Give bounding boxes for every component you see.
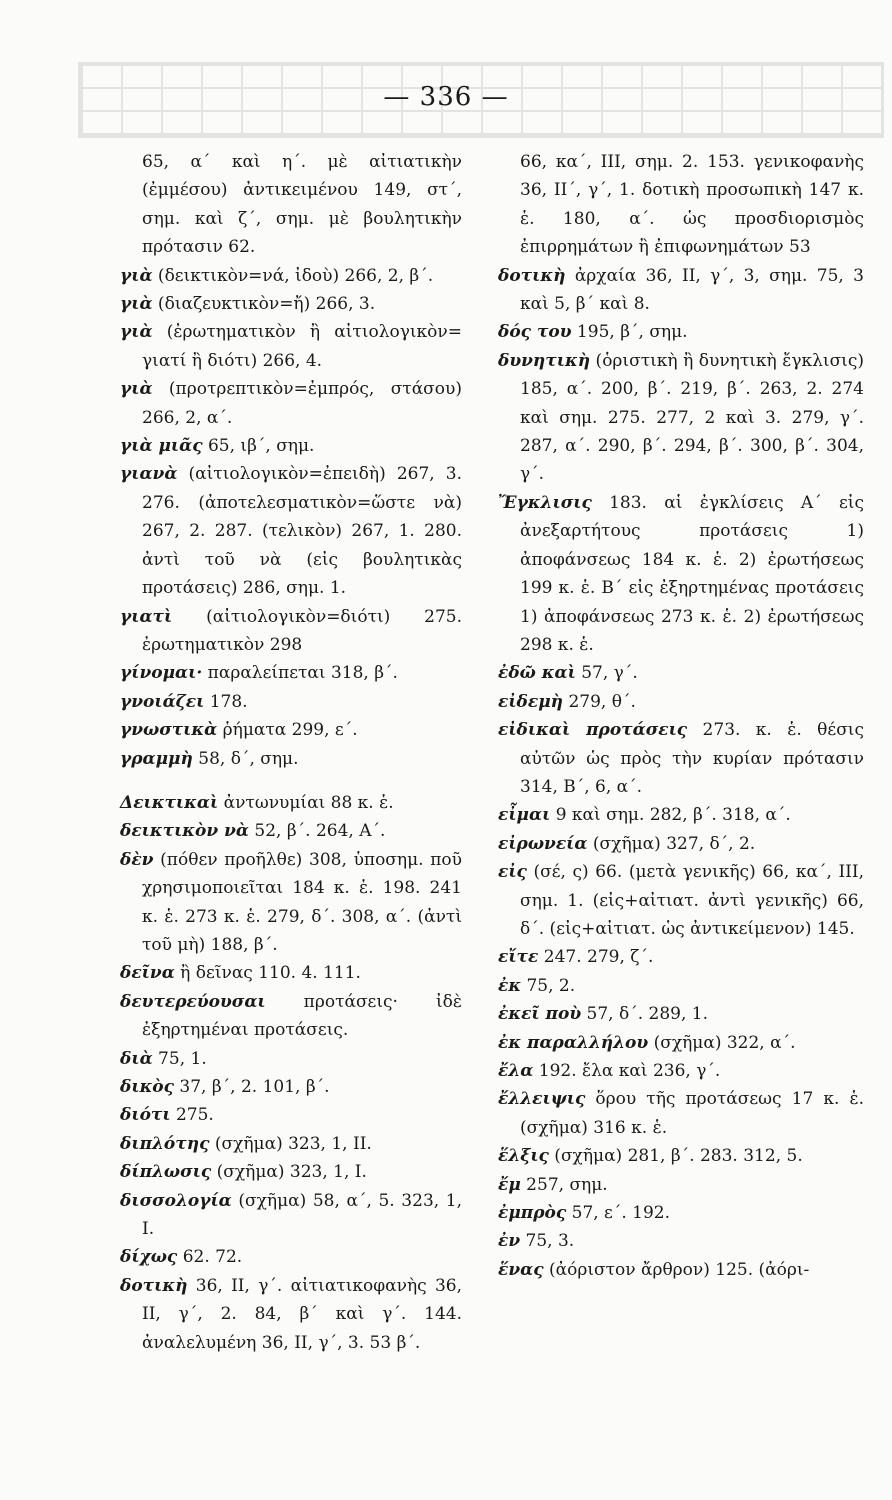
- index-headword: δίπλωσις: [120, 1162, 212, 1183]
- index-references: 178.: [204, 691, 248, 712]
- index-entry: [498, 830, 864, 858]
- index-headword: εἶμαι: [498, 805, 551, 826]
- index-headword: δίχως: [120, 1247, 178, 1268]
- index-entry: [120, 1243, 462, 1271]
- index-entry: [498, 716, 864, 801]
- index-headword: γιὰ: [120, 379, 153, 400]
- index-entry: [498, 1171, 864, 1199]
- index-headword: γίνομαι·: [120, 663, 203, 684]
- index-column-right: [498, 148, 864, 1284]
- index-entry: [498, 858, 864, 943]
- index-references: 9 καὶ σημ. 282, β΄. 318, α΄.: [550, 805, 791, 826]
- index-references: 192. ἔλα καὶ 236, γ΄.: [533, 1061, 721, 1081]
- index-headword: δὲν: [120, 849, 154, 870]
- index-entry: [498, 262, 864, 319]
- index-headword: ἕνας: [498, 1259, 544, 1280]
- page-number: — 336 —: [383, 82, 509, 112]
- index-entry: [498, 972, 864, 1000]
- index-references: (σχῆμα) 323, 1, II.: [209, 1133, 372, 1154]
- index-headword: γραμμὴ: [120, 748, 193, 769]
- index-headword: εἰδικαὶ προτάσεις: [498, 720, 688, 741]
- index-references: 52, β΄. 264, Α΄.: [248, 821, 386, 842]
- index-headword: γιὰ μιᾶς: [120, 436, 203, 457]
- index-references: (σχῆμα) 58, α΄, 5. 323, 1, I.: [142, 1190, 462, 1240]
- index-headword: ἔλλειψις: [498, 1089, 586, 1110]
- index-entry: [120, 1130, 462, 1158]
- index-references: (δεικτικὸν=νά, ἰδοὺ) 266, 2, β΄.: [152, 265, 434, 286]
- index-entry: [120, 1073, 462, 1101]
- index-entry: [498, 1142, 864, 1170]
- index-references: (σχῆμα) 323, 1, I.: [211, 1162, 367, 1183]
- index-references: (ἐρωτηματικὸν ἢ αἰτιολογικὸν= γιατί ἢ διότι) 266, 4.: [142, 322, 462, 371]
- index-headword: δοτικὴ: [498, 265, 566, 286]
- index-entry: [498, 1085, 864, 1142]
- index-references: (σχῆμα) 327, δ΄, 2.: [587, 833, 756, 854]
- index-entry: [120, 1101, 462, 1129]
- index-entry: [120, 460, 462, 602]
- index-references: (σχῆμα) 322, α΄.: [648, 1032, 796, 1053]
- index-headword: δός του: [498, 322, 572, 343]
- index-references: 195, β΄, σημ.: [571, 322, 688, 343]
- index-headword: γιὰ: [120, 322, 153, 343]
- index-entry: [120, 1187, 462, 1244]
- index-entry: [120, 988, 462, 1045]
- index-references: ἢ δεῖνας 110. 4. 111.: [174, 963, 361, 984]
- index-references: (σέ, ς) 66. (μετὰ γενικῆς) 66, κα΄, III, σημ. 1. (εἰς+αἰτιατ. ἀντὶ γενικῆς) 66, δ΄. (εἰς+αἰτιατ. ὡς ἀντικείμενον) 145.: [520, 862, 864, 939]
- index-entry: [120, 375, 462, 432]
- index-references: παραλείπεται 318, β΄.: [202, 663, 398, 684]
- index-references: (προτρεπτικὸν=ἐμπρός, στάσου) 266, 2, α΄.: [142, 379, 462, 428]
- index-entry: [498, 347, 864, 489]
- index-references: ῥήματα 299, ε΄.: [217, 720, 358, 741]
- index-references: 65, α΄ καὶ η΄. μὲ αἰτιατικὴν (ἐμμέσου) ἀντικειμένου 149, στ΄, σημ. καὶ ζ΄, σημ. μὲ βουλητικὴν πρότασιν 62.: [142, 152, 462, 258]
- index-references: 65, ιβ΄, σημ.: [202, 436, 315, 457]
- index-references: 62. 72.: [177, 1247, 243, 1268]
- index-entry: [120, 789, 462, 817]
- index-headword: διὰ: [120, 1048, 153, 1069]
- index-headword: ἐκ παραλλήλου: [498, 1032, 649, 1053]
- index-headword: γιὰ: [120, 294, 153, 315]
- index-entry: [120, 432, 462, 460]
- index-headword: δοτικὴ: [120, 1275, 188, 1296]
- index-entry: [120, 603, 462, 660]
- index-headword: γιατὶ: [120, 606, 173, 627]
- index-headword: δισσολογία: [120, 1190, 232, 1211]
- index-references: 275.: [170, 1105, 214, 1126]
- index-entry: [120, 318, 462, 375]
- index-headword: ἕλξις: [498, 1146, 549, 1167]
- index-references: (ἀόριστον ἄρθρον) 125. (ἀόρι-: [543, 1259, 810, 1280]
- index-references: (σχῆμα) 281, β΄. 283. 312, 5.: [548, 1146, 803, 1167]
- index-entry: [120, 688, 462, 716]
- index-entry: [498, 318, 864, 346]
- index-headword: εἰς: [498, 862, 527, 883]
- index-entry: [498, 1256, 864, 1284]
- index-entry: [120, 846, 462, 960]
- index-headword: Δεικτικαὶ: [120, 792, 219, 813]
- index-headword: εἴτε: [498, 947, 539, 968]
- index-headword: δεῖνα: [120, 963, 175, 984]
- index-entry: [498, 1199, 864, 1227]
- index-references: προτάσεις· ἰδὲ ἐξηρτημέναι προτάσεις.: [142, 991, 462, 1041]
- index-references: 37, β΄, 2. 101, β΄.: [174, 1077, 330, 1097]
- index-entry: [120, 745, 462, 773]
- index-headword: διότι: [120, 1105, 171, 1126]
- index-references: 57, δ΄. 289, 1.: [581, 1004, 709, 1025]
- index-entry: [498, 1029, 864, 1057]
- index-headword: ἐκεῖ ποὺ: [498, 1004, 582, 1025]
- index-headword: διπλότης: [120, 1133, 210, 1154]
- index-references: 75, 1.: [152, 1048, 207, 1069]
- index-entry: [498, 1000, 864, 1028]
- index-entry: [120, 1272, 462, 1357]
- index-entry: [120, 659, 462, 687]
- index-headword: ἐν: [498, 1231, 521, 1252]
- index-headword: γνωστικὰ: [120, 720, 218, 741]
- index-headword: δευτερεύουσαι: [120, 991, 266, 1012]
- index-headword: ἐμπρὸς: [498, 1203, 567, 1224]
- index-references: (πόθεν προῆλθε) 308, ὑποσημ. ποῦ χρησιμοποιεῖται 184 κ. ἑ. 198. 241 κ. ἑ. 273 κ. ἑ. 279, δ΄. 308, α΄. (ἀντὶ τοῦ μὴ) 188, β΄.: [142, 849, 462, 955]
- index-headword: γιανὰ: [120, 464, 178, 485]
- index-references: 36, II, γ΄. αἰτιατικοφανὴς 36, II, γ΄, 2. 84, β΄ καὶ γ΄. 144. ἀναλελυμένη 36, II, γ΄, 3. 53 β΄.: [142, 1275, 462, 1353]
- index-entry: [498, 659, 864, 687]
- index-entry: [498, 489, 864, 659]
- index-references: 58, δ΄, σημ.: [192, 748, 299, 769]
- index-references: (ὁριστικὴ ἢ δυνητικὴ ἔγκλισις) 185, α΄. 200, β΄. 219, β΄. 263, 2. 274 καὶ σημ. 275. 277, 2 καὶ 3. 279, γ΄. 287, α΄. 290, β΄. 294, β΄. 300, β΄. 304, γ΄.: [520, 350, 864, 485]
- index-references: 75, 2.: [521, 975, 576, 996]
- index-headword: ἐδῶ καὶ: [498, 663, 576, 684]
- index-headword: Ἔγκλισις: [498, 492, 592, 513]
- index-headword: γνοιάζει: [120, 691, 205, 712]
- index-entry: [498, 148, 864, 262]
- index-entry: [498, 943, 864, 971]
- index-entry: [120, 1045, 462, 1073]
- index-references: 257, σημ.: [520, 1174, 608, 1195]
- index-entry: [120, 959, 462, 987]
- index-headword: εἰδεμὴ: [498, 691, 564, 712]
- index-entry: [498, 1057, 864, 1085]
- index-headword: δικὸς: [120, 1077, 174, 1097]
- index-references: 57, ε΄. 192.: [566, 1203, 671, 1224]
- index-headword: δυνητικὴ: [498, 350, 591, 371]
- index-references: (αἰτιολογικὸν=ἐπειδὴ) 267, 3. 276. (ἀποτελεσματικὸν=ὥστε νὰ) 267, 2. 287. (τελικὸν) 267, 1. 280. ἀντὶ τοῦ νὰ (εἰς βουλητικὰς προτάσεις) 286, σημ. 1.: [142, 464, 462, 599]
- index-headword: ἐκ: [498, 975, 522, 996]
- index-entry: [120, 817, 462, 845]
- index-references: ὅρου τῆς προτάσεως 17 κ. ἑ. (σχῆμα) 316 κ. ἑ.: [520, 1089, 864, 1138]
- index-references: (αἰτιολογικὸν=διότι) 275. ἐρωτηματικὸν 298: [142, 606, 462, 655]
- index-references: 57, γ΄.: [575, 663, 638, 684]
- index-entry: [120, 262, 462, 290]
- index-references: ἀρχαία 36, II, γ΄, 3, σημ. 75, 3 καὶ 5, β΄ καὶ 8.: [520, 265, 864, 315]
- index-entry: [498, 801, 864, 829]
- index-references: 247. 279, ζ΄.: [538, 947, 654, 968]
- index-references: 75, 3.: [520, 1231, 575, 1252]
- index-headword: δεικτικὸν νὰ: [120, 821, 249, 842]
- index-headword: ἔμ: [498, 1174, 521, 1195]
- index-entry: [120, 148, 462, 262]
- index-references: 183. αἱ ἐγκλίσεις Α΄ εἰς ἀνεξαρτήτους προτάσεις 1) ἀποφάνσεως 184 κ. ἑ. 2) ἐρωτήσεως 199 κ. ἑ. Β΄ εἰς ἐξηρτημένας προτάσεις 1) ἀποφάνσεως 273 κ. ἑ. 2) ἐρωτήσεως 298 κ. ἑ.: [520, 492, 864, 655]
- index-column-left: [120, 148, 462, 1357]
- index-entry: [120, 716, 462, 744]
- index-headword: γιὰ: [120, 265, 153, 286]
- index-references: 273. κ. ἑ. θέσις αὐτῶν ὡς πρὸς τὴν κυρίαν πρότασιν 314, Β΄, 6, α΄.: [520, 720, 864, 797]
- index-references: ἀντωνυμίαι 88 κ. ἑ.: [218, 792, 394, 813]
- index-references: 279, θ΄.: [563, 691, 636, 712]
- index-entry: [498, 1227, 864, 1255]
- index-entry: [498, 688, 864, 716]
- index-references: (διαζευκτικὸν=ἤ) 266, 3.: [152, 294, 376, 315]
- index-headword: ἔλα: [498, 1061, 534, 1081]
- index-headword: εἰρωνεία: [498, 833, 588, 854]
- index-references: 66, κα΄, III, σημ. 2. 153. γενικοφανὴς 36, II΄, γ΄, 1. δοτικὴ προσωπικὴ 147 κ. ἑ. 180, α΄. ὡς προσδιορισμὸς ἐπιρρημάτων ἢ ἐπιφωνημάτων 53: [520, 152, 864, 258]
- index-entry: [120, 1158, 462, 1186]
- index-entry: [120, 290, 462, 318]
